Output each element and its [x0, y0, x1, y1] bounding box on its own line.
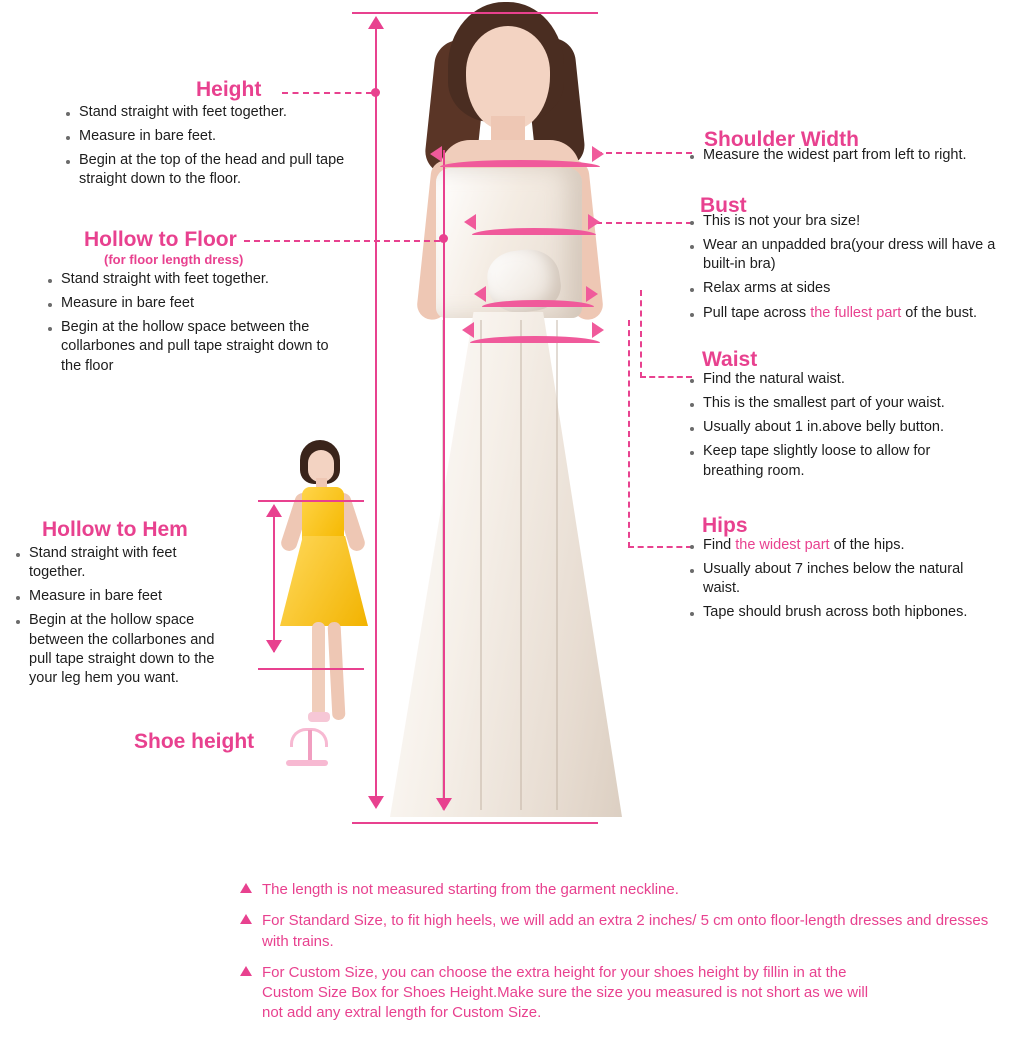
- list-item: [686, 304, 1012, 323]
- height-marker-dot: [371, 88, 380, 97]
- hips-text-before: Find: [703, 537, 736, 553]
- shoulder-leader: [596, 152, 692, 154]
- short-dress-figure-illustration: [258, 440, 388, 740]
- list-item: Begin at the top of the head and pull tape straight down to the floor.: [62, 151, 362, 189]
- hem-arrow-down: [266, 640, 282, 653]
- note-item: [240, 880, 1000, 900]
- list-item: Find the natural waist.: [686, 370, 1006, 389]
- bust-heading: Bust: [700, 194, 747, 217]
- bride-figure-illustration: [370, 0, 640, 830]
- list-item: Stand straight with feet together.: [12, 544, 232, 582]
- list-item: This is the smallest part of your waist.: [686, 394, 1006, 413]
- shoulder-width-list: [686, 146, 1012, 170]
- bust-text-before: Pull tape across: [703, 304, 811, 321]
- list-item: Measure the widest part from left to right.: [686, 146, 1012, 165]
- shoulder-tape: [440, 160, 600, 167]
- list-item: Stand straight with feet together.: [44, 270, 344, 289]
- shoulder-tape-arrow-right: [592, 146, 604, 162]
- bust-tape-arrow-right: [588, 214, 600, 230]
- hips-tape-arrow-right: [592, 322, 604, 338]
- list-item: Usually about 7 inches below the natural waist.: [686, 560, 1003, 598]
- shoulder-width-heading: Shoulder Width: [704, 128, 859, 151]
- list-item: Keep tape slightly loose to allow for breathing room.: [686, 442, 993, 480]
- waist-tape-arrow-right: [586, 286, 598, 302]
- waist-tape-arrow-left: [474, 286, 486, 302]
- triangle-icon: [240, 966, 252, 976]
- height-bottom-line: [352, 822, 598, 824]
- shoe-illustration: [282, 710, 342, 770]
- hips-list: [686, 536, 1006, 628]
- shoe-height-heading: Shoe height: [134, 730, 255, 753]
- hem-vertical-line: [273, 512, 275, 652]
- list-item: [686, 536, 1006, 555]
- list-item: Measure in bare feet.: [62, 127, 362, 146]
- hips-tape-arrow-left: [462, 322, 474, 338]
- waist-list: [686, 370, 1006, 486]
- list-item: Begin at the hollow space between the collarbones and pull tape straight down to the your leg hem you want.: [12, 611, 232, 688]
- waist-heading: Waist: [702, 348, 758, 371]
- list-item: Usually about 1 in.above belly button.: [686, 418, 1006, 437]
- triangle-icon: [240, 914, 252, 924]
- list-item: Relax arms at sides: [686, 279, 1012, 298]
- note-text: For Custom Size, you can choose the extra height for your shoes height by fillin in at the Custom Size Box for Shoes Height.Make sure the size you measured is not short as we will not add any extral length for Custom Size.: [262, 963, 869, 1022]
- note-text: The length is not measured starting from the garment neckline.: [262, 881, 679, 898]
- height-leader: [282, 92, 372, 94]
- list-item: Begin at the hollow space between the collarbones and pull tape straight down to the floor: [44, 318, 344, 375]
- hips-text-after: of the hips.: [829, 537, 905, 553]
- bust-list: [686, 212, 1012, 328]
- note-text: For Standard Size, to fit high heels, we will add an extra 2 inches/ 5 cm onto floor-length dresses and dresses with trains.: [262, 912, 989, 950]
- footer-notes: [240, 880, 1000, 1035]
- list-item: Wear an unpadded bra(your dress will have a built-in bra): [686, 236, 1003, 274]
- hips-text-highlight: the widest part: [735, 537, 830, 553]
- list-item: Tape should brush across both hipbones.: [686, 603, 1006, 622]
- hem-top-line: [258, 500, 364, 502]
- height-vertical-line: [375, 24, 377, 804]
- triangle-icon: [240, 883, 252, 893]
- hem-bottom-line: [258, 668, 364, 670]
- shoulder-tape-arrow-left: [430, 146, 442, 162]
- hips-tape: [470, 336, 600, 343]
- hollow-to-floor-heading: Hollow to Floor: [84, 228, 237, 251]
- bust-text-after: of the bust.: [901, 304, 978, 321]
- list-item: Stand straight with feet together.: [62, 103, 362, 122]
- bust-leader: [596, 222, 692, 224]
- list-item: This is not your bra size!: [686, 212, 1012, 231]
- hollow-to-floor-arrow: [436, 798, 452, 811]
- hollow-to-hem-heading: Hollow to Hem: [42, 518, 188, 541]
- hollow-to-floor-list: [44, 270, 344, 381]
- hollow-to-hem-list: [12, 544, 232, 693]
- height-top-line: [352, 12, 598, 14]
- hollow-marker-dot: [439, 234, 448, 243]
- bust-text-highlight: the fullest part: [810, 304, 902, 321]
- note-item: [240, 911, 1000, 952]
- waist-leader: [640, 376, 692, 378]
- list-item: Measure in bare feet: [44, 294, 344, 313]
- height-heading: Height: [196, 78, 262, 101]
- hips-heading: Hips: [702, 514, 748, 537]
- waist-leader-vertical: [640, 290, 642, 378]
- note-item: [240, 963, 872, 1024]
- hips-leader-vertical: [628, 320, 630, 548]
- hips-leader: [628, 546, 692, 548]
- bust-tape: [472, 228, 596, 235]
- height-arrow-down: [368, 796, 384, 809]
- hollow-to-floor-leader: [244, 240, 440, 242]
- list-item: Measure in bare feet: [12, 587, 232, 606]
- hollow-to-floor-subheading: (for floor length dress): [104, 252, 244, 267]
- waist-tape: [482, 300, 594, 307]
- hollow-to-floor-vertical-line: [443, 150, 445, 806]
- bust-tape-arrow-left: [464, 214, 476, 230]
- height-list: [62, 103, 362, 195]
